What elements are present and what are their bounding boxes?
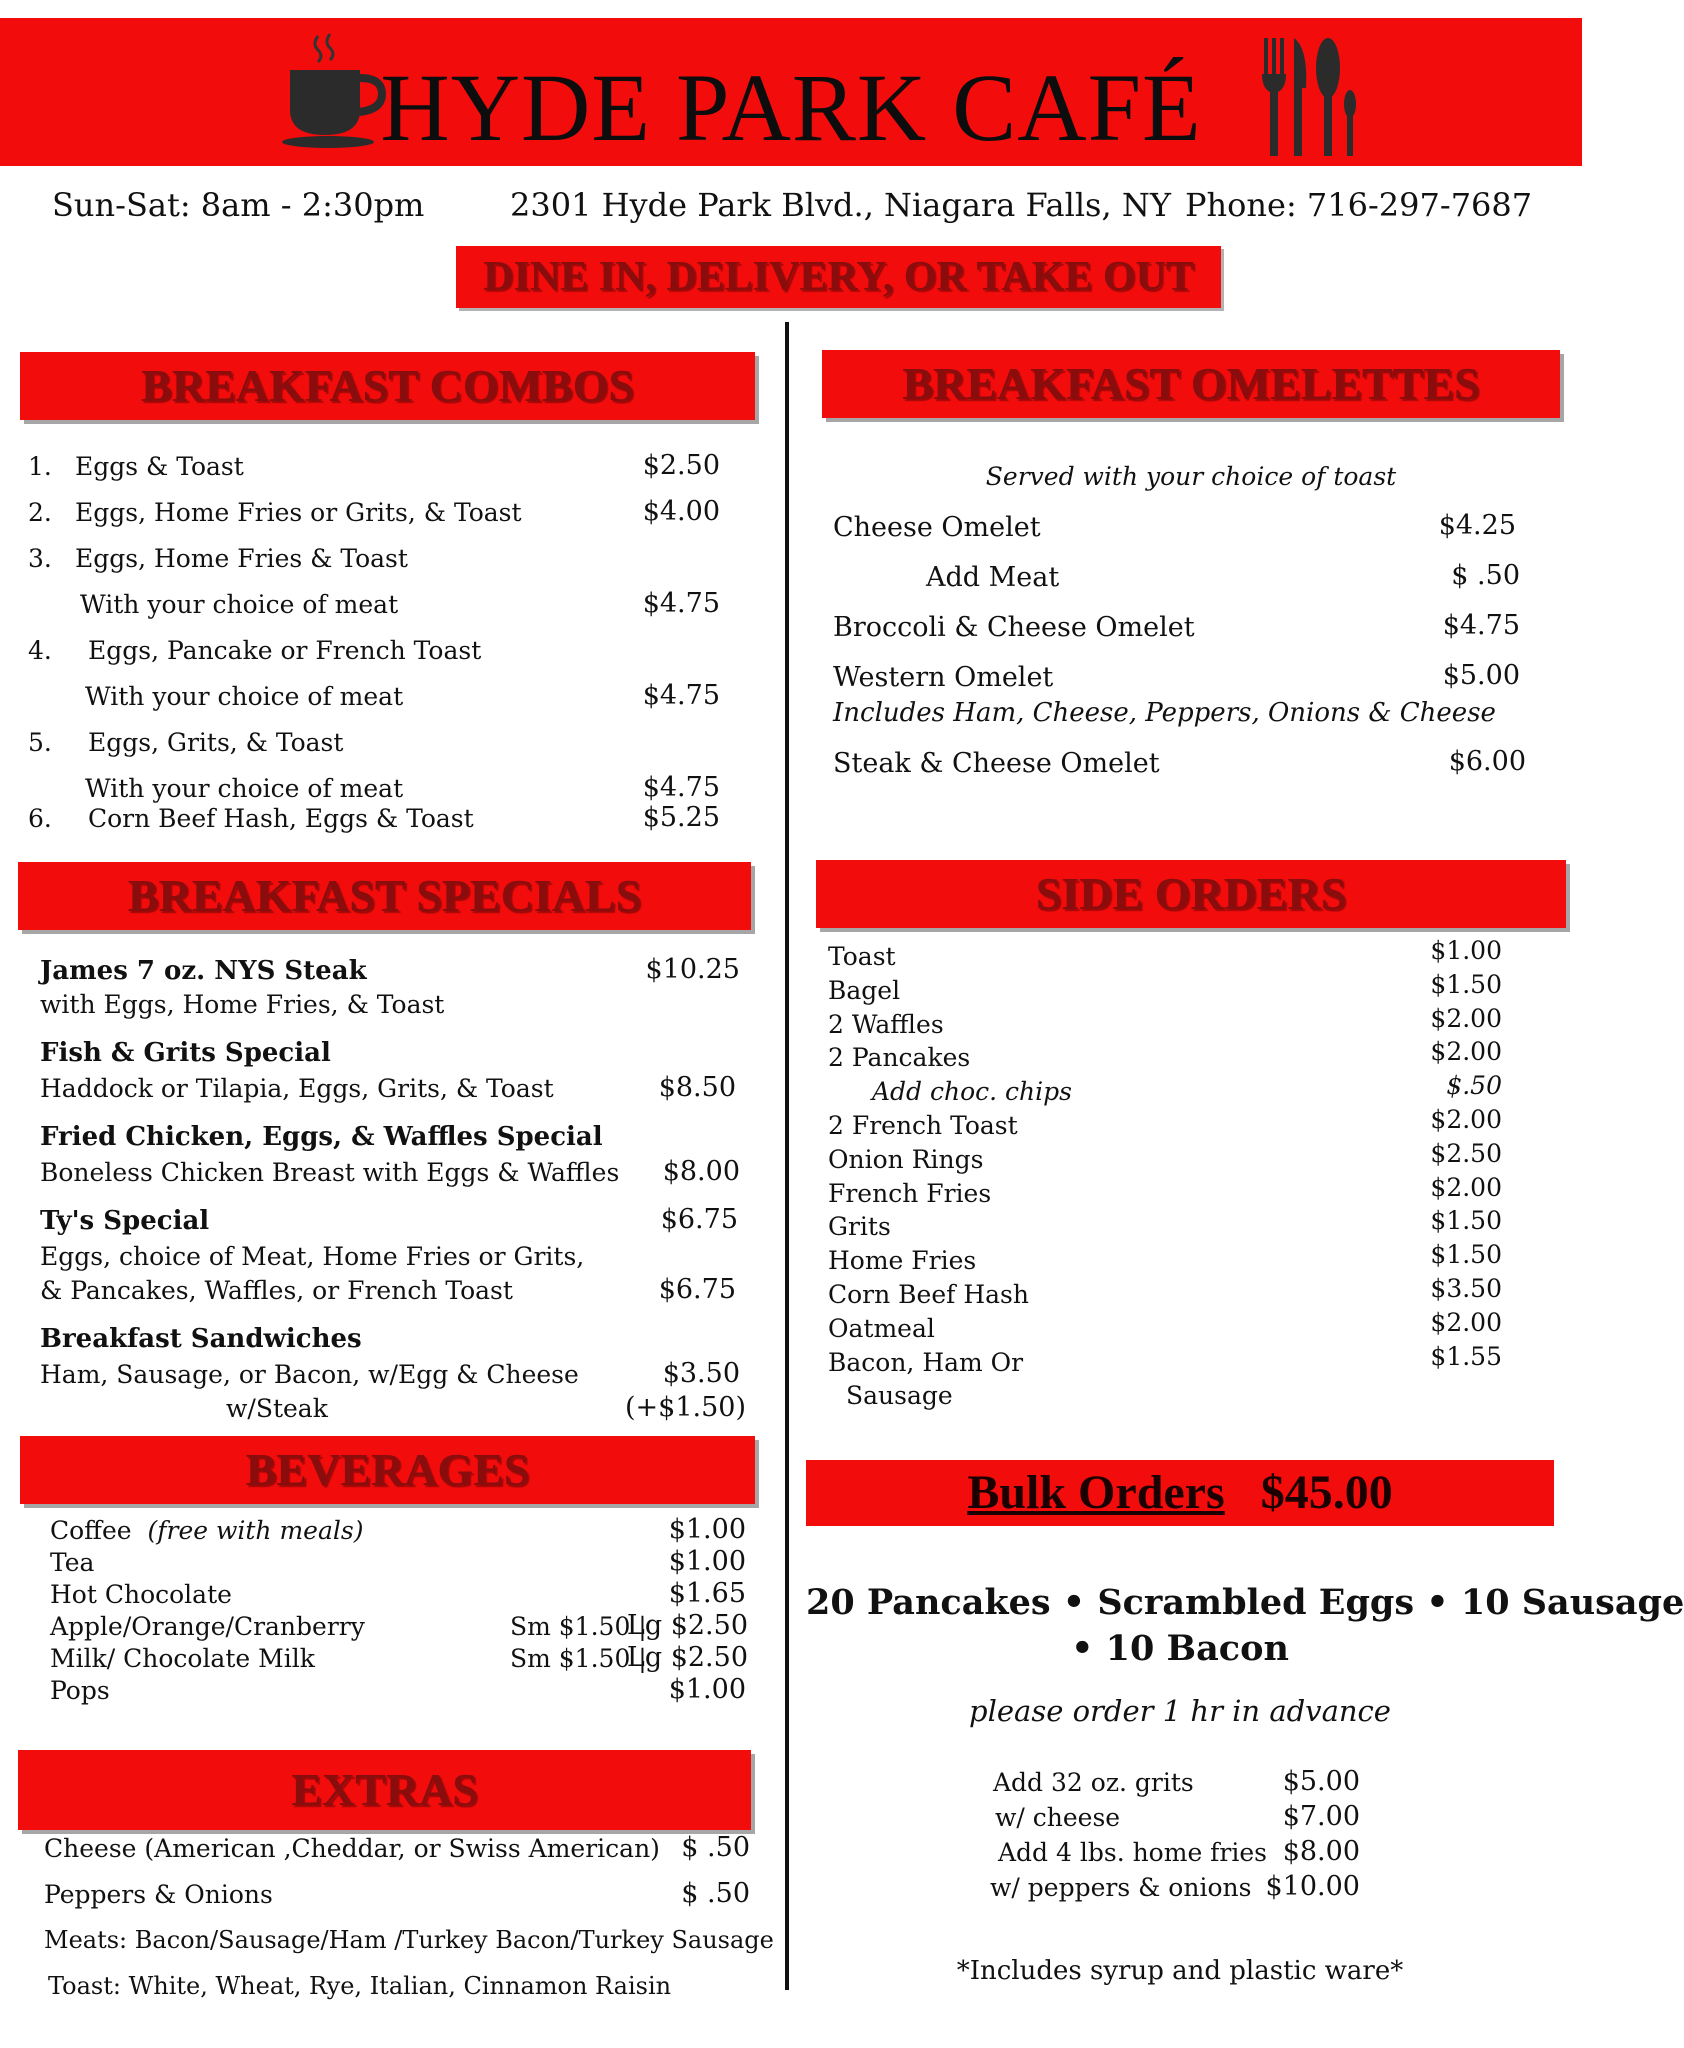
special-price: $6.75 <box>658 1274 736 1305</box>
omelette-desc: Includes Ham, Cheese, Peppers, Onions & Cheese <box>833 698 1496 728</box>
side-order-price: $1.55 <box>1430 1342 1502 1371</box>
beverage-name <box>50 1516 363 1545</box>
combo-name: Eggs, Home Fries or Grits, & Toast <box>75 498 522 527</box>
beverages-heading: BEVERAGES <box>20 1436 755 1504</box>
extras-item: Peppers & Onions <box>44 1880 273 1909</box>
special-desc: Ham, Sausage, or Bacon, w/Egg & Cheese <box>40 1360 579 1389</box>
extras-item: Cheese (American ,Cheddar, or Swiss American) <box>44 1834 660 1863</box>
beverage-small-price: Sm $1.50 | <box>510 1644 647 1673</box>
beverage-small-price: Sm $1.50 | <box>510 1612 647 1641</box>
special-price: $3.50 <box>662 1358 740 1389</box>
omelette-name: Western Omelet <box>833 662 1054 693</box>
omelette-price: $4.25 <box>1438 510 1516 541</box>
special-desc: Eggs, choice of Meat, Home Fries or Grits, <box>40 1242 585 1271</box>
column-divider <box>785 322 789 1990</box>
omelette-price: $4.75 <box>1442 610 1520 641</box>
bulk-orders-title: Bulk Orders <box>967 1466 1225 1519</box>
side-order-price: $2.00 <box>1430 1173 1502 1202</box>
omelette-name: Broccoli & Cheese Omelet <box>833 612 1195 643</box>
phone-text: Phone: 716-297-7687 <box>1185 186 1533 224</box>
beverage-price: $1.00 <box>668 1546 746 1577</box>
beverage-name: Pops <box>50 1676 110 1705</box>
omelette-name: Add Meat <box>926 562 1060 593</box>
bulk-addon-price: $5.00 <box>1282 1766 1360 1797</box>
combo-sub: With your choice of meat <box>80 590 399 619</box>
side-order-price: $1.00 <box>1430 936 1502 965</box>
special-name: Ty's Special <box>40 1206 210 1236</box>
bulk-addon-price: $8.00 <box>1282 1836 1360 1867</box>
combo-price: $4.00 <box>642 496 720 527</box>
combo-price: $4.75 <box>642 680 720 711</box>
side-order-price: $2.00 <box>1430 1037 1502 1066</box>
bulk-note: please order 1 hr in advance <box>969 1694 1391 1728</box>
special-price: $8.00 <box>662 1156 740 1187</box>
bulk-contents-line2: • 10 Bacon <box>1071 1628 1289 1669</box>
combo-num: 3. <box>28 544 52 573</box>
special-price: $10.25 <box>645 954 740 985</box>
breakfast-combos-heading: BREAKFAST COMBOS <box>20 352 755 420</box>
beverage-price: $1.65 <box>668 1578 746 1609</box>
beverage-note: (free with meals) <box>147 1516 364 1545</box>
combo-sub: With your choice of meat <box>85 682 404 711</box>
special-desc: Boneless Chicken Breast with Eggs & Waffles <box>40 1158 620 1187</box>
extras-price: $ .50 <box>681 1878 750 1909</box>
special-price: $6.75 <box>660 1204 738 1235</box>
extras-item: Meats: Bacon/Sausage/Ham /Turkey Bacon/Turkey Sausage <box>44 1926 774 1954</box>
bulk-contents-line1: 20 Pancakes • Scrambled Eggs • 10 Sausage <box>806 1582 1684 1623</box>
side-order-name: French Fries <box>828 1179 992 1208</box>
bulk-addon-name: w/ cheese <box>995 1803 1121 1832</box>
side-order-price: $2.50 <box>1430 1139 1502 1168</box>
side-order-name: Bagel <box>828 976 901 1005</box>
cafe-title: HYDE PARK CAFÉ <box>380 54 1202 161</box>
side-order-name: Bacon, Ham Or <box>828 1348 1024 1377</box>
bulk-addon-price: $10.00 <box>1265 1871 1360 1902</box>
omelette-note: Served with your choice of toast <box>985 462 1397 491</box>
beverage-name: Milk/ Chocolate Milk <box>50 1644 315 1673</box>
combo-price: $5.25 <box>642 802 720 833</box>
bulk-addon-name: Add 32 oz. grits <box>993 1768 1194 1797</box>
bulk-addon-name: w/ peppers & onions <box>990 1873 1252 1902</box>
combo-num: 5. <box>28 728 52 757</box>
combo-num: 4. <box>28 636 52 665</box>
side-order-price: $2.00 <box>1430 1308 1502 1337</box>
side-order-name: 2 French Toast <box>828 1111 1018 1140</box>
omelette-price: $6.00 <box>1448 746 1526 777</box>
combo-name: Eggs, Grits, & Toast <box>88 728 344 757</box>
combo-name: Eggs, Home Fries & Toast <box>75 544 408 573</box>
side-orders-heading: SIDE ORDERS <box>816 860 1566 928</box>
combo-num: 2. <box>28 498 52 527</box>
side-order-price: $2.00 <box>1430 1105 1502 1134</box>
side-order-name: Sausage <box>846 1381 953 1410</box>
side-order-name: Oatmeal <box>828 1314 935 1343</box>
combo-price: $2.50 <box>642 450 720 481</box>
combo-price: $4.75 <box>642 588 720 619</box>
side-order-name: Onion Rings <box>828 1145 984 1174</box>
bulk-addon-name: Add 4 lbs. home fries <box>998 1838 1268 1867</box>
breakfast-specials-heading: BREAKFAST SPECIALS <box>18 862 751 930</box>
side-order-price: $3.50 <box>1430 1274 1502 1303</box>
bulk-addon-price: $7.00 <box>1282 1801 1360 1832</box>
special-desc: Haddock or Tilapia, Eggs, Grits, & Toast <box>40 1074 554 1103</box>
bulk-footnote: *Includes syrup and plastic ware* <box>956 1956 1404 1986</box>
hours-text: Sun-Sat: 8am - 2:30pm <box>52 186 425 224</box>
combo-name: Corn Beef Hash, Eggs & Toast <box>88 804 474 833</box>
special-price: $8.50 <box>658 1072 736 1103</box>
special-name: James 7 oz. NYS Steak <box>40 956 367 986</box>
side-order-name: 2 Pancakes <box>828 1043 971 1072</box>
omelette-price: $ .50 <box>1451 560 1520 591</box>
beverage-name-text: Coffee <box>50 1516 132 1545</box>
side-order-name: Add choc. chips <box>872 1077 1072 1106</box>
beverage-large-price: Lg $2.50 <box>626 1642 748 1673</box>
beverage-name: Hot Chocolate <box>50 1580 232 1609</box>
side-order-name: Toast <box>828 942 896 971</box>
beverage-price: $1.00 <box>668 1514 746 1545</box>
side-order-name: Grits <box>828 1212 891 1241</box>
side-order-name: Corn Beef Hash <box>828 1280 1029 1309</box>
omelette-name: Steak & Cheese Omelet <box>833 748 1160 779</box>
side-order-price: $.50 <box>1446 1071 1502 1100</box>
side-order-name: Home Fries <box>828 1246 977 1275</box>
beverage-name: Apple/Orange/Cranberry <box>50 1612 365 1641</box>
special-name: Fish & Grits Special <box>40 1038 331 1068</box>
combo-price: $4.75 <box>642 772 720 803</box>
omelette-price: $5.00 <box>1442 660 1520 691</box>
extras-heading: EXTRAS <box>18 1750 751 1830</box>
cutlery-icon <box>1258 34 1358 159</box>
bulk-orders-price: $45.00 <box>1260 1466 1393 1519</box>
special-desc: & Pancakes, Waffles, or French Toast <box>40 1276 513 1305</box>
side-order-price: $1.50 <box>1430 970 1502 999</box>
side-order-name: 2 Waffles <box>828 1010 944 1039</box>
special-desc: w/Steak <box>226 1394 328 1423</box>
special-desc: with Eggs, Home Fries, & Toast <box>40 990 445 1019</box>
side-order-price: $1.50 <box>1430 1240 1502 1269</box>
extras-item: Toast: White, Wheat, Rye, Italian, Cinnamon Raisin <box>48 1972 672 2000</box>
breakfast-omelettes-heading: BREAKFAST OMELETTES <box>822 350 1560 418</box>
service-banner: DINE IN, DELIVERY, OR TAKE OUT <box>456 246 1221 308</box>
extras-price: $ .50 <box>681 1832 750 1863</box>
combo-sub: With your choice of meat <box>85 774 404 803</box>
combo-name: Eggs, Pancake or French Toast <box>88 636 482 665</box>
beverage-large-price: Lg $2.50 <box>626 1610 748 1641</box>
side-order-price: $1.50 <box>1430 1206 1502 1235</box>
beverage-name: Tea <box>50 1548 95 1577</box>
address-text: 2301 Hyde Park Blvd., Niagara Falls, NY <box>510 186 1171 224</box>
special-name: Breakfast Sandwiches <box>40 1324 362 1354</box>
special-name: Fried Chicken, Eggs, & Waffles Special <box>40 1122 603 1152</box>
omelette-name: Cheese Omelet <box>833 512 1041 543</box>
combo-num: 1. <box>28 452 52 481</box>
side-order-price: $2.00 <box>1430 1004 1502 1033</box>
special-price: (+$1.50) <box>625 1392 746 1423</box>
combo-name: Eggs & Toast <box>75 452 244 481</box>
bulk-orders-heading <box>806 1460 1554 1526</box>
combo-num: 6. <box>28 804 52 833</box>
beverage-price: $1.00 <box>668 1674 746 1705</box>
